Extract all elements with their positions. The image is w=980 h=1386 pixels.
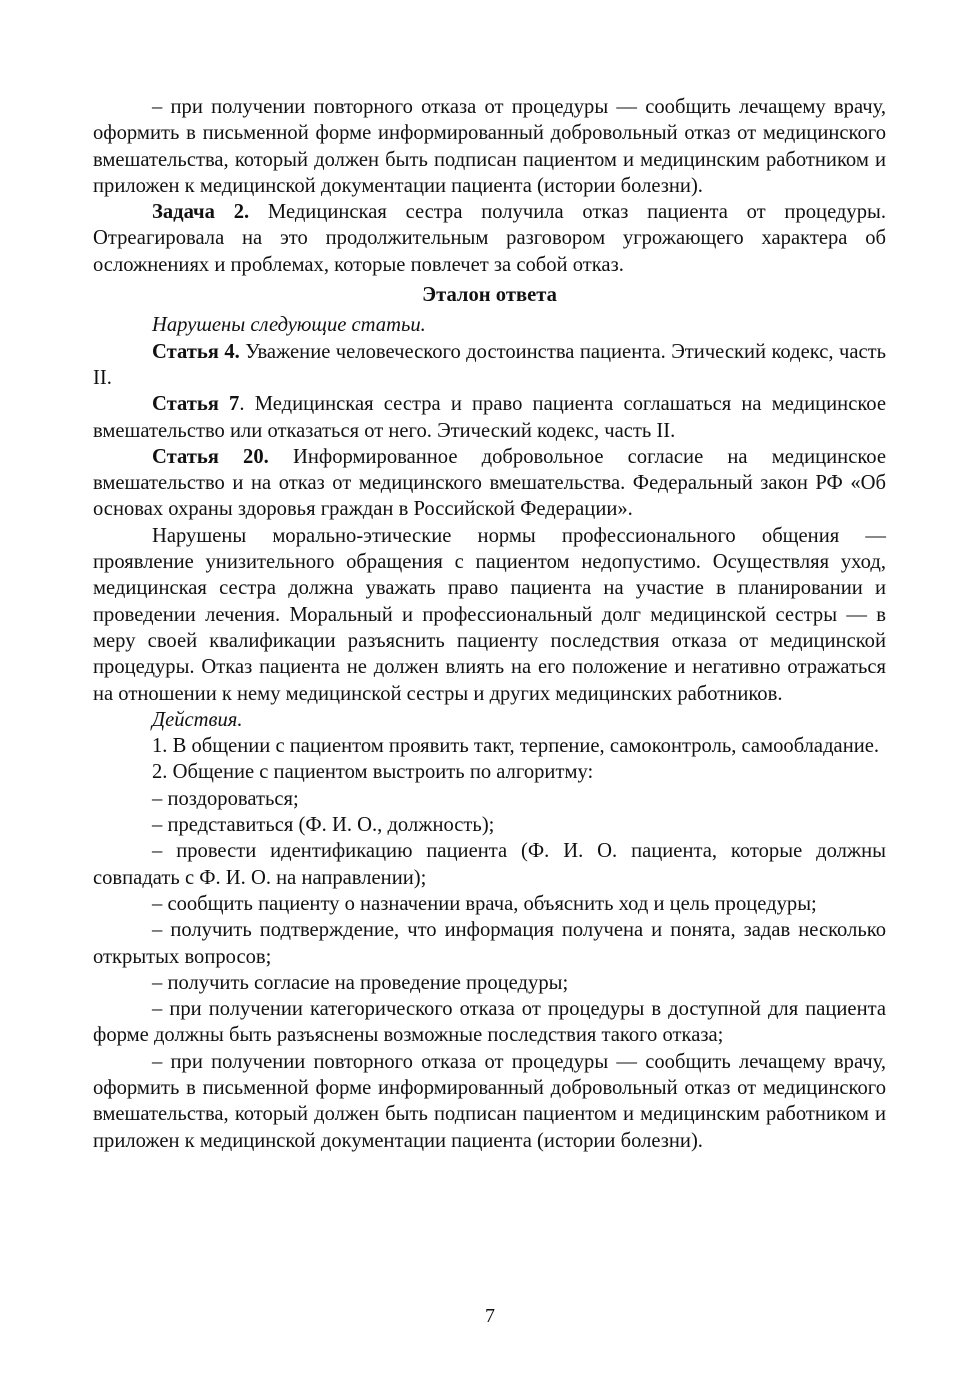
task-2-label: Задача 2.: [152, 201, 250, 224]
paragraph-article-4: [93, 339, 886, 392]
algorithm-step-8: – при получении повторного отказа от процедуры — сообщить лечащему врачу, оформить в письменной форме информированный добровольный отказ от медицинского вмешательства, который должен быть подписан пациентом и медицинским работником и приложен к медицинской документации пациента (истории болезни).: [93, 1050, 886, 1152]
article-4-label: Статья 4.: [152, 340, 240, 363]
algorithm-step-4: – сообщить пациенту о назначении врача, объяснить ход и цель процедуры;: [152, 892, 817, 915]
action-2: 2. Общение с пациентом выстроить по алгоритму:: [152, 761, 594, 784]
algorithm-step-1: – поздороваться;: [152, 787, 299, 810]
paragraph-repeat-refusal: – при получении повторного отказа от процедуры — сообщить лечащему врачу, оформить в письменной форме информированный добровольный отказ от медицинского вмешательства, который должен быть подписан пациентом и медицинским работником и приложен к медицинской документации пациента (истории болезни).: [93, 96, 886, 197]
page-number: 7: [485, 1305, 495, 1327]
algorithm-step-3: – провести идентификацию пациента (Ф. И. О. пациента, которые должны совпадать с Ф. И. О. на направлении);: [93, 840, 886, 889]
violations-intro: Нарушены следующие статьи.: [152, 314, 426, 337]
algorithm-step-2: – представиться (Ф. И. О., должность);: [152, 814, 495, 837]
paragraph-article-20: [93, 444, 886, 523]
paragraph-ethics: Нарушены морально-этические нормы профессионального общения — проявление унизительного обращения с пациентом недопустимо. Осуществляя уход, медицинская сестра должна уважать право пациента на участие в планировании и проведении лечения. Моральный и профессиональный долг медицинской сестры — в меру своей квалификации разъяснить пациенту последствия отказа от медицинской процедуры. Отказ пациента не должен влиять на его положение и негативно отражаться на отношении к нему медицинской сестры и других медицинских работников.: [93, 524, 886, 705]
paragraph-article-7: [93, 391, 886, 444]
article-7-text: . Медицинская сестра и право пациента соглашаться на медицинское вмешательство или отказаться от него. Этический кодекс, часть II.: [93, 393, 886, 442]
algorithm-step-7: – при получении категорического отказа от процедуры в доступной для пациента форме должны быть разъяснены возможные последствия такого отказа;: [93, 998, 886, 1047]
paragraph-task-2: [93, 199, 886, 278]
article-20-label: Статья 20.: [152, 445, 269, 468]
answer-heading: Эталон ответа: [422, 284, 557, 307]
article-20-text: Информированное добровольное согласие на медицинское вмешательство и на отказ от медицинского вмешательства. Федеральный закон РФ «Об основах охраны здоровья граждан в Российской Федерации».: [93, 445, 886, 521]
article-4-text: Уважение человеческого достоинства пациента. Этический кодекс, часть II.: [93, 340, 886, 389]
document-page: [93, 94, 886, 1154]
actions-label: Действия.: [152, 708, 243, 731]
algorithm-step-6: – получить согласие на проведение процедуры;: [152, 971, 569, 994]
article-7-label: Статья 7: [152, 393, 240, 416]
task-2-text: Медицинская сестра получила отказ пациента от процедуры. Отреагировала на это продолжительным разговором угрожающего характера об осложнениях и проблемах, которые повлечет за собой отказ.: [93, 201, 886, 276]
algorithm-step-5: – получить подтверждение, что информация получена и понята, задав несколько открытых вопросов;: [93, 919, 886, 968]
action-1: 1. В общении с пациентом проявить такт, терпение, самоконтроль, самообладание.: [152, 735, 880, 758]
